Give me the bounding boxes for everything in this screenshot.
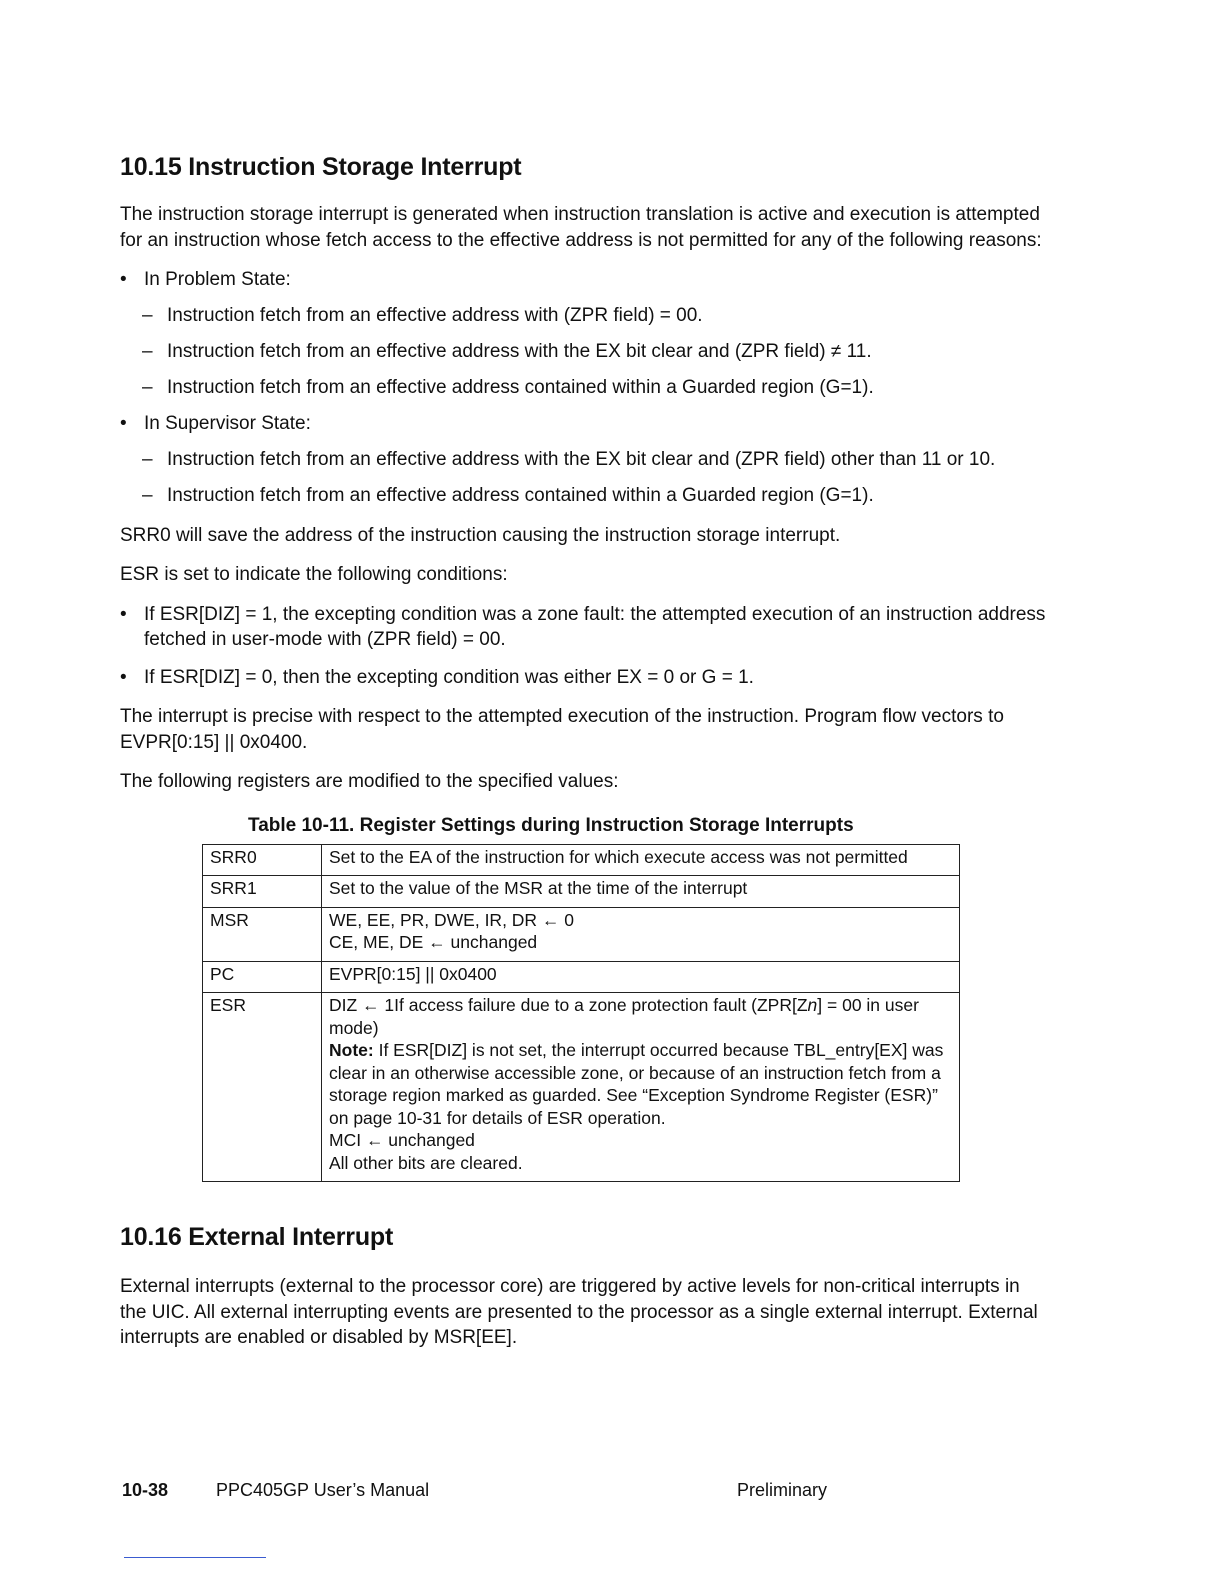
table-row xyxy=(203,961,960,993)
register-name: SRR1 xyxy=(203,876,322,908)
setting-line: MCI ← unchanged xyxy=(329,1130,475,1150)
setting-line: WE, EE, PR, DWE, IR, DR ← 0 xyxy=(329,909,575,930)
list-item: • If ESR[DIZ] = 0, then the excepting condition was either EX = 0 or G = 1. xyxy=(120,665,1050,691)
esr-conditions-list xyxy=(120,602,1050,691)
setting-text: ] = 00 in user mode) xyxy=(329,995,919,1038)
register-name: MSR xyxy=(203,907,322,961)
section-title-external-interrupt: 10.16 External Interrupt xyxy=(120,1223,394,1251)
setting-line: Set to the EA of the instruction for which execute access was not permitted xyxy=(329,846,908,867)
section-title-instruction-storage-interrupt: 10.15 Instruction Storage Interrupt xyxy=(120,153,522,181)
external-interrupt-paragraph: External interrupts (external to the processor core) are triggered by active levels for non-critical interrupts in the UIC. All external interrupting events are presented to the processor as a single external interrupt. External interrupts are enabled or disabled by MSR[EE]. xyxy=(120,1276,1038,1348)
footer-page-number xyxy=(122,1478,168,1502)
list-item: • If ESR[DIZ] = 1, the excepting condition was a zone fault: the attempted execution of an instruction address fetched in user-mode with (ZPR field) = 00. xyxy=(120,602,1050,653)
register-name: ESR xyxy=(203,993,322,1182)
srr0-paragraph: SRR0 will save the address of the instruction causing the instruction storage interrupt. xyxy=(120,524,841,546)
problem-state-item xyxy=(120,267,1050,401)
table-row xyxy=(203,993,960,1182)
setting-line xyxy=(329,994,952,1039)
supervisor-state-sublist xyxy=(120,447,1050,509)
note-line xyxy=(329,1039,952,1129)
list-item: – Instruction fetch from an effective address contained within a Guarded region (G=1). xyxy=(120,483,1050,509)
register-settings-table xyxy=(202,844,960,1183)
register-setting xyxy=(322,961,960,993)
table-caption: Table 10-11. Register Settings during Instruction Storage Interrupts xyxy=(248,814,854,836)
intro-paragraph: The instruction storage interrupt is generated when instruction translation is active and execution is attempted for an instruction whose fetch access to the effective address is not permitted for any of the following reasons: xyxy=(120,204,1042,251)
list-item: – Instruction fetch from an effective address with (ZPR field) = 00. xyxy=(120,303,1050,329)
register-name: PC xyxy=(203,961,322,993)
table-row xyxy=(203,907,960,961)
register-name: SRR0 xyxy=(203,844,322,876)
register-setting xyxy=(322,844,960,876)
supervisor-state-label: In Supervisor State: xyxy=(144,413,311,434)
register-setting xyxy=(322,907,960,961)
list-item: – Instruction fetch from an effective address contained within a Guarded region (G=1). xyxy=(120,375,1050,401)
setting-line: Set to the value of the MSR at the time of the interrupt xyxy=(329,878,748,898)
note-text: If ESR[DIZ] is not set, the interrupt occurred because TBL_entry[EX] was clear in an otherwise accessible zone, or because of an instruction fetch from a storage region marked as guarded. See “Exception Syndrome Register (ESR)” on page 10-31 for details of ESR operation. xyxy=(329,1040,944,1128)
problem-state-label: In Problem State: xyxy=(144,269,291,290)
setting-text: DIZ ← 1If access failure due to a zone protection fault (ZPR[Z xyxy=(329,995,808,1015)
register-setting xyxy=(322,876,960,908)
setting-line: EVPR[0:15] || 0x0400 xyxy=(329,963,497,984)
table-row xyxy=(203,876,960,908)
setting-line: All other bits are cleared. xyxy=(329,1152,523,1173)
precise-paragraph: The interrupt is precise with respect to the attempted execution of the instruction. Program flow vectors to EVPR[0:15] || 0x0400. xyxy=(120,706,1004,753)
bottom-rule xyxy=(124,1557,266,1558)
supervisor-state-item xyxy=(120,411,1050,509)
reasons-list xyxy=(120,267,1050,509)
table-row xyxy=(203,844,960,876)
page-body xyxy=(120,150,1050,1351)
list-item: – Instruction fetch from an effective address with the EX bit clear and (ZPR field) other than 11 or 10. xyxy=(120,447,1050,473)
problem-state-sublist xyxy=(120,303,1050,401)
list-item: – Instruction fetch from an effective address with the EX bit clear and (ZPR field) ≠ 11. xyxy=(120,339,1050,365)
registers-paragraph: The following registers are modified to the specified values: xyxy=(120,771,619,792)
register-setting xyxy=(322,993,960,1182)
setting-line: CE, ME, DE ← unchanged xyxy=(329,932,538,952)
footer-status: Preliminary xyxy=(737,1480,828,1500)
footer-manual-title: PPC405GP User’s Manual xyxy=(216,1480,430,1500)
page-number: 10-38 xyxy=(122,1480,169,1500)
note-label: Note: xyxy=(329,1040,374,1060)
setting-text-italic: n xyxy=(807,995,818,1015)
esr-paragraph: ESR is set to indicate the following conditions: xyxy=(120,564,508,585)
